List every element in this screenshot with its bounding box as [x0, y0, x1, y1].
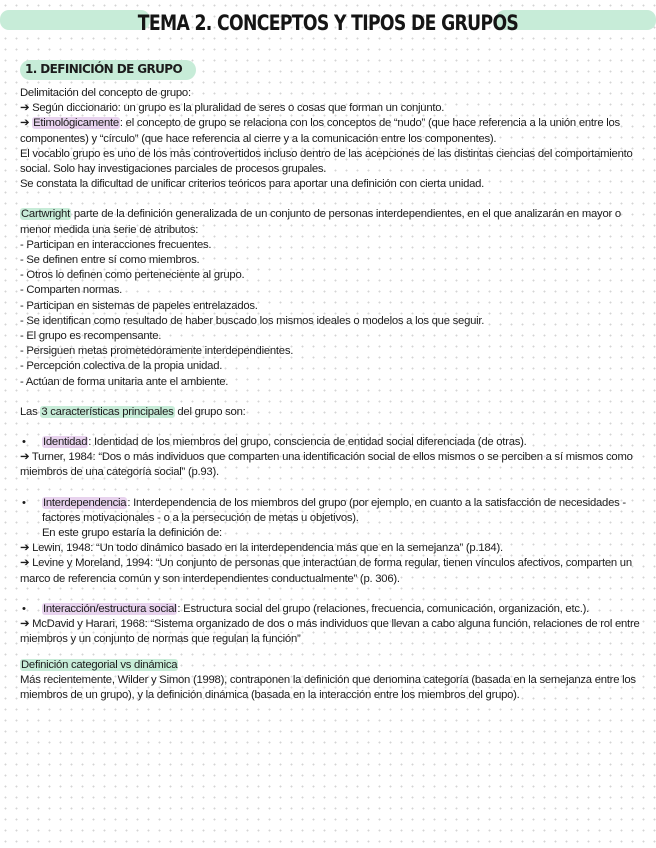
attribute-item: - Se identifican como resultado de haber buscado los mismos ideales o modelos a los que seguir. [20, 314, 485, 327]
section-heading [20, 60, 196, 80]
etymology-term: Etimológicamente [33, 117, 119, 130]
etymology-paragraph: ➔ Etimológicamente: el concepto de grupo se relaciona con los conceptos de “nudo” (que hace referencia a la unión entre los componentes) y “círculo” (que hace referencia al cierre y a la comunicación entre los componentes). [20, 117, 620, 145]
section-title: 1. DEFINICIÓN DE GRUPO [25, 62, 183, 76]
characteristics-intro: Las 3 características principales del grupo son: [20, 405, 246, 418]
dictionary-definition: ➔ Según diccionario: un grupo es la pluralidad de seres o cosas que forman un conjunto. [20, 102, 445, 115]
interdependence-note: En este grupo estaría la definición de: [42, 527, 222, 540]
attribute-item: - Actúan de forma unitaria ante el ambiente. [20, 375, 229, 388]
turner-quote: ➔ Turner, 1984: “Dos o más individuos que comparten una identificación social de ellos mismos o se perciben a sí mismos como miembros de una categoría social” (p.93). [20, 451, 633, 479]
cartwright-paragraph: Cartwright parte de la definición generalizada de un conjunto de personas interdependientes, en el que analizarán en mayor o menor medida una serie de atributos: [20, 208, 621, 236]
bullet-icon: • [22, 496, 26, 509]
characteristics-highlight: 3 características principales [41, 405, 174, 418]
categorial-paragraph: Más recientemente, Wilder y Simon (1998), contraponen la definición que denomina categoría (basada en la semejanza entre los miembros de un grupo), y la definición dinámica (basada en la interacción entre los miembros del grupo). [20, 673, 636, 701]
bullet-icon: • [22, 436, 26, 449]
interaction-term: Interacción/estructura social [43, 602, 177, 615]
categorial-heading: Definición categorial vs dinámica [21, 658, 178, 671]
interaction-bullet: • Interacción/estructura social: Estructura social del grupo (relaciones, frecuencia, comunicación, organización, etc.). [20, 602, 642, 617]
attribute-item: - Comparten normas. [20, 284, 122, 297]
attribute-item: - Percepción colectiva de la propia unidad. [20, 360, 223, 373]
bullet-icon: • [22, 602, 26, 615]
levine-quote: ➔ Levine y Moreland, 1994: “Un conjunto de personas que interactúan de forma regular, tienen vínculos afectivos, comparten un marco de referencia común y son interdependientes conductualmente” (p. 306). [20, 557, 632, 585]
constata-paragraph: Se constata la dificultad de unificar criterios teóricos para aportar una definición con cierta unidad. [20, 178, 485, 191]
vocablo-paragraph: El vocablo grupo es uno de los más controvertidos incluso dentro de las acepciones de las distintas ciencias del comportamiento social. Solo hay investigaciones parciales de procesos grupales. [20, 147, 633, 176]
attribute-item: - Se definen entre sí como miembros. [20, 254, 200, 267]
attribute-item: - Participan en interacciones frecuentes. [20, 238, 212, 251]
mcdavid-quote: ➔ McDavid y Harari, 1968: “Sistema organizado de dos o más individuos que llevan a cabo alguna función, relaciones de rol entre miembros y un conjunto de normas que regulan la función” [20, 618, 640, 646]
attribute-item: - Otros lo definen como perteneciente al grupo. [20, 269, 245, 282]
identity-bullet: • Identidad: Identidad de los miembros del grupo, consciencia de entidad social diferenciada (de otras). [20, 435, 642, 450]
attribute-item: - Participan en sistemas de papeles entrelazados. [20, 299, 258, 312]
lewin-quote: ➔ Lewin, 1948: “Un todo dinámico basado en la interdependencia más que en la semejanza” (p.184). [20, 542, 503, 555]
attribute-item: - Persiguen metas prometedoramente interdependientes. [20, 345, 294, 358]
identity-term: Identidad [43, 436, 88, 449]
intro-line: Delimitación del concepto de grupo: [20, 87, 191, 99]
page-title: TEMA 2. CONCEPTOS Y TIPOS DE GRUPOS [137, 11, 519, 35]
interdependence-bullet: • Interdependencia: Interdependencia de los miembros del grupo (por ejemplo, en cuanto a la satisfacción de necesidades - factores motivacionales - o a la persecución de metas u objetivos). [22, 496, 626, 524]
attribute-item: - El grupo es recompensante. [20, 330, 162, 343]
document-body [20, 86, 642, 703]
cartwright-term: Cartwright [21, 208, 70, 221]
interdependence-term: Interdependencia [43, 496, 127, 509]
